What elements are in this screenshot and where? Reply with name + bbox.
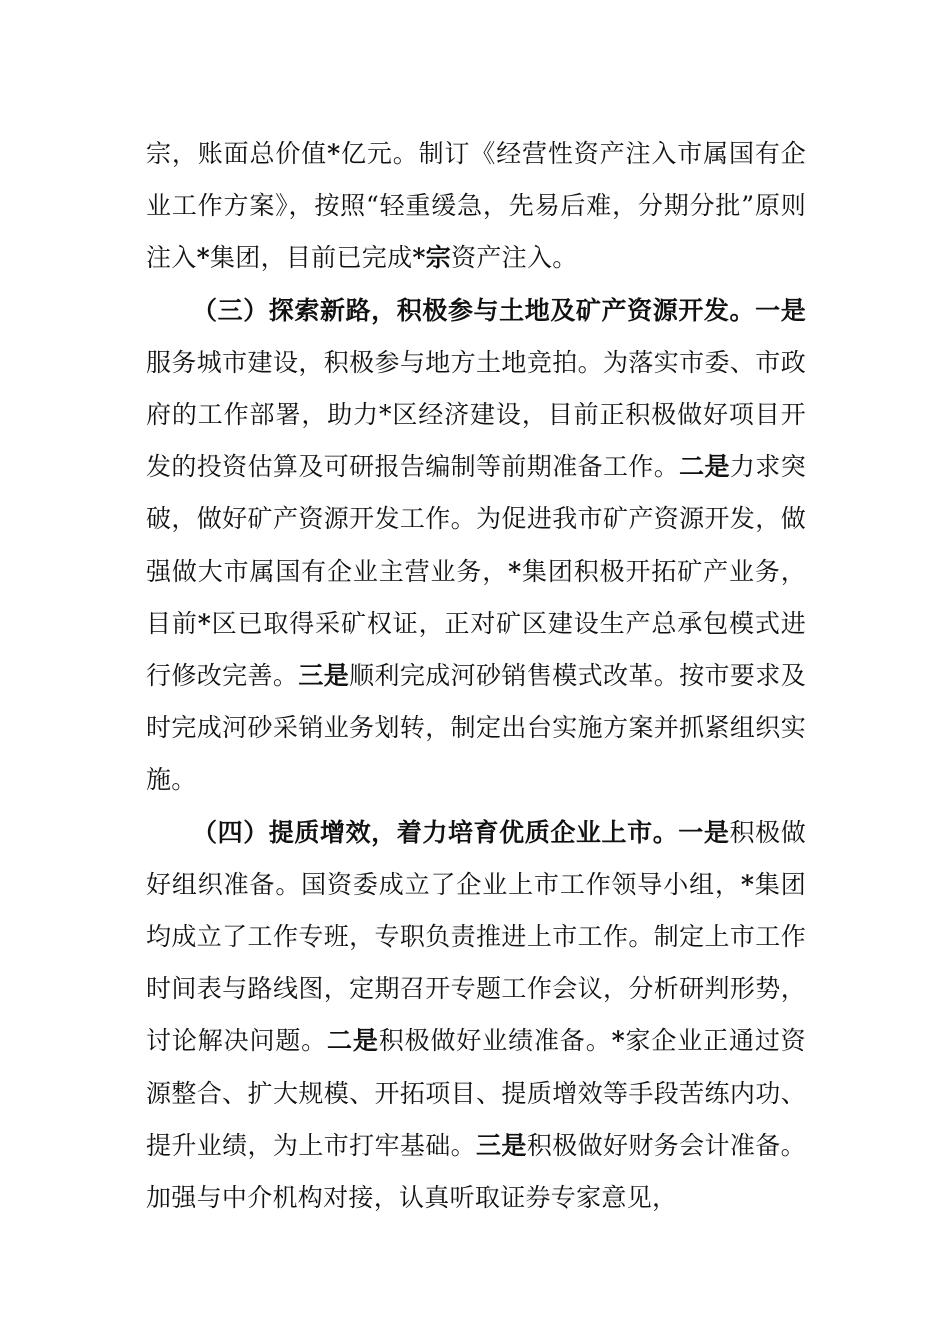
text-run: 服务城市建设，积极参与地方土地竞拍。为落实市委、市政府的工作部署，助力*区经济建设，目前正积极做好项目开发的投资估算及可研报告编制等前期准备工作。: [146, 347, 806, 482]
text-run: 集团，目前已完成: [209, 243, 413, 273]
text-run: 顺利完成河砂销售模式改革。按市要求及时完成河砂采销业务划转，制定出台实施方案并抓紧组织实施。: [146, 661, 806, 795]
paragraph-asset-injection: [146, 128, 806, 285]
paragraph-section-four: [146, 807, 806, 1225]
text-run: 集团积极开拓矿产业务，目前: [146, 556, 806, 638]
document-body: [146, 128, 806, 1224]
section-heading: （三）探索新路，积极参与土地及矿产资源开发。一是: [192, 295, 806, 325]
text-run: 积极做好组织准备。国资委成立了企业上市工作领导小组，: [146, 817, 806, 899]
placeholder-mark: *: [197, 608, 212, 638]
placeholder-mark: *: [611, 1026, 625, 1056]
text-run: 宗，账面总价值: [146, 139, 328, 168]
text-run: 亿元。制订《经营性资产注入市属国有企业工作方案》，按照“轻重缓急，先易后难，分期分批”原则注入: [146, 139, 806, 273]
text-run: 积极做好财务会计准备。加强与中介机构对接，认真听取证券专家意见，: [146, 1130, 806, 1213]
placeholder-mark: *: [196, 243, 210, 273]
point-marker: 二是: [679, 452, 730, 482]
text-run: 积极做好业绩准备。: [378, 1026, 612, 1056]
placeholder-mark: *: [740, 869, 755, 899]
placeholder-mark: *: [327, 139, 341, 168]
text-run: 力求突破，做好矿产资源开发工作。为促进我市矿产资源开发，做强做大市属国有企业主营业务，: [146, 452, 806, 586]
paragraph-section-three: [146, 285, 806, 807]
point-marker: 二是: [327, 1026, 379, 1056]
text-run: 家企业正通过资源整合、扩大规模、开拓项目、提质增效等手段苦练内功、提升业绩，为上市打牢基础。: [146, 1026, 806, 1160]
text-run: 资产注入。: [451, 243, 578, 273]
text-run: 区已取得采矿权证，正对矿区建设生产总承包模式进行修改完善。: [146, 608, 806, 691]
point-marker: 三是: [298, 661, 350, 691]
section-heading: （四）提质增效，着力培育优质企业上市。一是: [192, 817, 730, 847]
placeholder-mark: *: [508, 556, 522, 586]
placeholder-mark: *宗: [412, 243, 452, 273]
text-run: 集团均成立了工作专班，专职负责推进上市工作。制定上市工作时间表与路线图，定期召开专题工作会议，分析研判形势，讨论解决问题。: [146, 869, 806, 1056]
point-marker: 三是: [476, 1130, 527, 1160]
